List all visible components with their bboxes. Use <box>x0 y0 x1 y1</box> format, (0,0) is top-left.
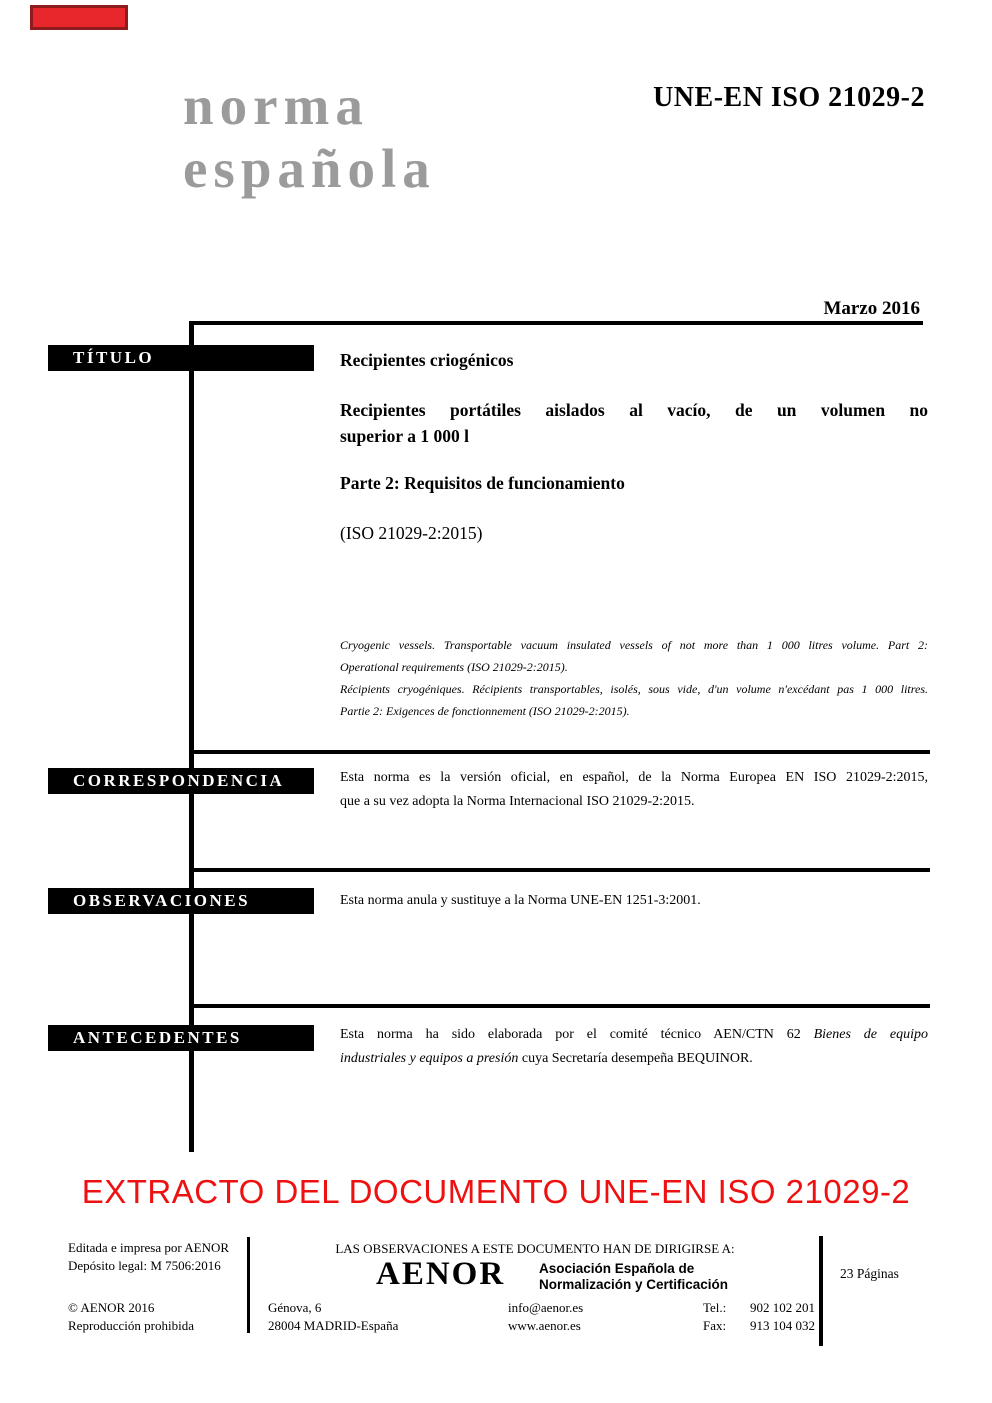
correspondencia-text <box>340 766 928 813</box>
footer-tel-row <box>703 1299 815 1317</box>
antecedentes-line1-italic: Bienes de equipo <box>813 1027 928 1042</box>
top-horizontal-rule <box>189 321 923 325</box>
footer-phone-block <box>703 1299 815 1334</box>
antecedentes-text <box>340 1023 928 1070</box>
observaciones-label: OBSERVACIONES <box>73 891 251 910</box>
title-subtitle <box>340 397 928 449</box>
footer-tel-value: 902 102 201 <box>750 1300 815 1315</box>
norma-espanola-logo <box>183 74 436 200</box>
antecedentes-label-bar <box>48 1025 314 1051</box>
footer-address-line1: Génova, 6 <box>268 1300 322 1315</box>
observaciones-text: Esta norma anula y sustituye a la Norma UNE-EN 1251-3:2001. <box>340 893 701 908</box>
footer-fax-row <box>703 1317 815 1335</box>
footer-copyright: © AENOR 2016 <box>68 1300 155 1315</box>
antecedentes-label: ANTECEDENTES <box>73 1028 242 1047</box>
observaciones-label-bar <box>48 888 314 914</box>
correspondencia-line2: que a su vez adopta la Norma Internacional ISO 21029-2:2015. <box>340 793 695 809</box>
publication-date: Marzo 2016 <box>823 298 920 319</box>
aenor-org-line1: Asociación Española de <box>539 1261 695 1276</box>
antecedentes-line2-italic: industriales y equipos a presión <box>340 1050 519 1066</box>
title-subtitle-line1: Recipientes portátiles aislados al vacío, de un volumen no <box>340 400 928 420</box>
titulo-label: TÍTULO <box>73 348 155 367</box>
titulo-label-bar <box>48 345 314 371</box>
english-line1: Cryogenic vessels. Transportable vacuum insulated vessels of not more than 1 000 litres volume. Part 2: <box>340 638 928 652</box>
title-english-translation <box>340 634 928 678</box>
correspondencia-label: CORRESPONDENCIA <box>73 771 285 790</box>
logo-word-norma: norma <box>183 75 369 136</box>
aenor-logo: AENOR <box>376 1256 506 1292</box>
footer-publisher-block <box>68 1239 229 1274</box>
title-part: Parte 2: Requisitos de funcionamiento <box>340 473 625 493</box>
logo-word-espanola: española <box>183 138 436 199</box>
antecedentes-rule <box>189 1004 930 1008</box>
aenor-organization-name <box>539 1261 728 1293</box>
correspondencia-rule <box>189 750 930 754</box>
title-heading: Recipientes criogénicos <box>340 350 514 370</box>
antecedentes-line2-normal: cuya Secretaría desempeña BEQUINOR. <box>518 1050 753 1066</box>
footer-edited-by: Editada e impresa por AENOR <box>68 1240 230 1255</box>
english-line2: Operational requirements (ISO 21029-2:2015). <box>340 660 568 674</box>
aenor-org-line2: Normalización y Certificación <box>539 1277 729 1292</box>
footer-address-line2: 28004 MADRID-España <box>268 1317 399 1333</box>
extract-banner: EXTRACTO DEL DOCUMENTO UNE-EN ISO 21029-2 <box>81 1173 911 1210</box>
document-code: UNE-EN ISO 21029-2 <box>653 82 925 113</box>
footer-website: www.aenor.es <box>508 1317 581 1333</box>
french-line1: Récipients cryogéniques. Récipients transportables, isolés, sous vide, d'un volume n'excédant pas 1 000 litres. <box>340 682 928 696</box>
footer-legal-deposit: Depósito legal: M 7506:2016 <box>68 1257 221 1273</box>
antecedentes-line1-normal: Esta norma ha sido elaborada por el comité técnico AEN/CTN 62 <box>340 1027 814 1042</box>
correspondencia-line1: Esta norma es la versión oficial, en español, de la Norma Europea EN ISO 21029-2:2015, <box>340 770 928 785</box>
antecedentes-line2 <box>340 1047 928 1071</box>
title-iso-reference: (ISO 21029-2:2015) <box>340 523 483 543</box>
page-count: 23 Páginas <box>840 1266 899 1281</box>
antecedentes-line1 <box>340 1023 928 1047</box>
title-subtitle-line2: superior a 1 000 l <box>340 426 469 446</box>
footer-reproduction: Reproducción prohibida <box>68 1317 194 1333</box>
observaciones-rule <box>189 868 930 872</box>
footer-address <box>268 1299 398 1334</box>
red-marker-box <box>30 5 128 30</box>
footer-tel-label: Tel.: <box>703 1300 727 1315</box>
footer-fax-value: 913 104 032 <box>750 1317 815 1333</box>
french-line2: Partie 2: Exigences de fonctionnement (ISO 21029-2:2015). <box>340 704 630 718</box>
title-french-translation <box>340 678 928 722</box>
footer-copyright-block <box>68 1299 194 1334</box>
footer-fax-label: Fax: <box>703 1317 727 1333</box>
correspondencia-label-bar <box>48 768 314 794</box>
footer-remarks-notice: LAS OBSERVACIONES A ESTE DOCUMENTO HAN DE DIRIGIRSE A: <box>335 1241 735 1256</box>
footer-email: info@aenor.es <box>508 1300 584 1315</box>
footer-contact-web <box>508 1299 583 1334</box>
